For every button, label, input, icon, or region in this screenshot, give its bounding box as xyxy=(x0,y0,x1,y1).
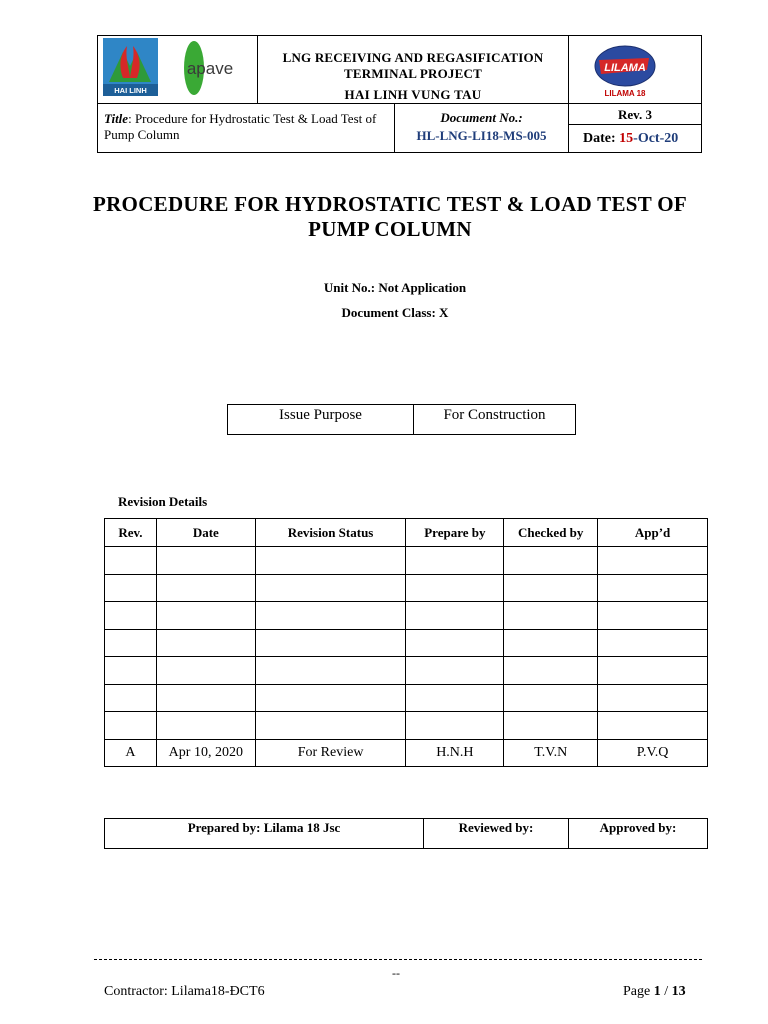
footer-divider xyxy=(94,959,702,960)
page-label: Page xyxy=(623,984,654,999)
prepared-by: Prepared by: Lilama 18 Jsc xyxy=(105,819,424,848)
table-row xyxy=(105,574,708,602)
footer-dash: -- xyxy=(392,966,400,980)
table-cell xyxy=(156,629,255,657)
table-cell xyxy=(598,657,708,685)
lilama-logo-text: LILAMA xyxy=(604,62,646,74)
revision-checked-by: T.V.N xyxy=(504,739,598,767)
date-cell xyxy=(569,125,701,152)
revision-number: Rev. 3 xyxy=(618,107,652,122)
date-label: Date: xyxy=(583,131,620,146)
apave-logo-text: apave xyxy=(186,59,234,78)
table-cell xyxy=(105,547,157,575)
project-name: LNG RECEIVING AND REGASIFICATION TERMINAL PROJECT xyxy=(282,50,544,81)
table-cell xyxy=(105,629,157,657)
document-number: HL-LNG-LI18-MS-005 xyxy=(416,128,547,143)
document-date xyxy=(583,131,678,147)
revision-details-heading: Revision Details xyxy=(118,494,208,509)
main-title: PROCEDURE FOR HYDROSTATIC TEST & LOAD TEST OF PUMP COLUMN xyxy=(92,192,688,241)
issue-purpose-label: Issue Purpose xyxy=(228,405,414,434)
title-label: Title xyxy=(104,111,129,126)
revision-status: For Review xyxy=(255,739,406,767)
page-total: 13 xyxy=(671,984,686,999)
lilama-logo-caption: LILAMA 18 xyxy=(604,89,646,98)
table-cell xyxy=(255,602,406,630)
issue-purpose-value: For Construction xyxy=(443,407,546,423)
revision-approved-by: P.V.Q xyxy=(598,739,708,767)
hai-linh-logo-text: HAI LINH xyxy=(114,86,147,95)
table-cell xyxy=(598,574,708,602)
lilama-logo xyxy=(587,40,687,100)
page-separator: / xyxy=(660,984,672,999)
table-cell xyxy=(156,547,255,575)
table-cell xyxy=(255,574,406,602)
title-cell xyxy=(98,104,395,152)
approved-by: Approved by: xyxy=(599,820,677,835)
table-row xyxy=(105,739,708,767)
table-cell xyxy=(105,657,157,685)
column-header: Prepare by xyxy=(406,519,504,547)
signoff-box xyxy=(104,818,708,849)
table-cell xyxy=(504,574,598,602)
table-cell xyxy=(504,602,598,630)
table-cell xyxy=(255,547,406,575)
apave-logo xyxy=(180,38,236,98)
table-cell xyxy=(406,684,504,712)
revision-table xyxy=(104,518,708,767)
table-cell xyxy=(255,629,406,657)
table-cell xyxy=(406,602,504,630)
column-header: Date xyxy=(156,519,255,547)
table-cell xyxy=(598,629,708,657)
date-month-year: -Oct-20 xyxy=(633,131,679,146)
page-current: 1 xyxy=(653,984,661,999)
table-row xyxy=(105,657,708,685)
table-cell xyxy=(255,657,406,685)
table-cell xyxy=(105,602,157,630)
title-value: : Procedure for Hydrostatic Test & Load Test of Pump Column xyxy=(104,111,377,142)
table-cell xyxy=(156,602,255,630)
footer-contractor: Contractor: Lilama18-ĐCT6 xyxy=(104,984,265,999)
table-row xyxy=(105,547,708,575)
document-class: Document Class: X xyxy=(341,305,449,320)
column-header: App’d xyxy=(598,519,708,547)
document-title xyxy=(104,111,388,143)
table-cell xyxy=(598,602,708,630)
revision-prepared-by: H.N.H xyxy=(406,739,504,767)
table-cell xyxy=(406,574,504,602)
table-cell xyxy=(504,629,598,657)
table-cell xyxy=(504,712,598,740)
lilama-logo-cell xyxy=(569,36,701,104)
table-cell xyxy=(156,657,255,685)
table-cell xyxy=(105,712,157,740)
table-cell xyxy=(504,657,598,685)
column-header: Revision Status xyxy=(255,519,406,547)
issue-purpose-box xyxy=(227,404,576,435)
table-cell xyxy=(156,712,255,740)
table-cell xyxy=(406,547,504,575)
table-cell xyxy=(105,574,157,602)
hai-linh-logo xyxy=(103,38,158,96)
date-day: 15 xyxy=(619,131,634,146)
table-cell xyxy=(255,684,406,712)
document-number-cell xyxy=(395,104,569,152)
reviewed-by: Reviewed by: xyxy=(424,819,569,848)
document-header xyxy=(97,35,702,153)
column-header: Rev. xyxy=(105,519,157,547)
table-cell xyxy=(156,574,255,602)
project-location: HAI LINH VUNG TAU xyxy=(344,87,482,102)
table-cell xyxy=(406,712,504,740)
table-row xyxy=(105,629,708,657)
table-cell xyxy=(156,684,255,712)
table-cell xyxy=(504,547,598,575)
table-cell xyxy=(504,684,598,712)
footer-page-number xyxy=(623,984,686,1000)
table-cell xyxy=(598,547,708,575)
table-cell xyxy=(598,684,708,712)
logo-cell xyxy=(98,36,258,104)
table-row xyxy=(105,602,708,630)
project-cell xyxy=(258,36,569,104)
table-cell xyxy=(598,712,708,740)
table-row xyxy=(105,684,708,712)
revision-date: Apr 10, 2020 xyxy=(156,739,255,767)
table-cell xyxy=(255,712,406,740)
revision-table-header xyxy=(105,519,708,547)
table-cell xyxy=(406,629,504,657)
column-header: Checked by xyxy=(504,519,598,547)
revision-cell xyxy=(569,104,701,125)
table-cell xyxy=(406,657,504,685)
table-row xyxy=(105,712,708,740)
document-number-label: Document No.: xyxy=(440,110,523,125)
revision-code: A xyxy=(105,739,157,767)
unit-number: Unit No.: Not Application xyxy=(323,280,467,295)
table-cell xyxy=(105,684,157,712)
